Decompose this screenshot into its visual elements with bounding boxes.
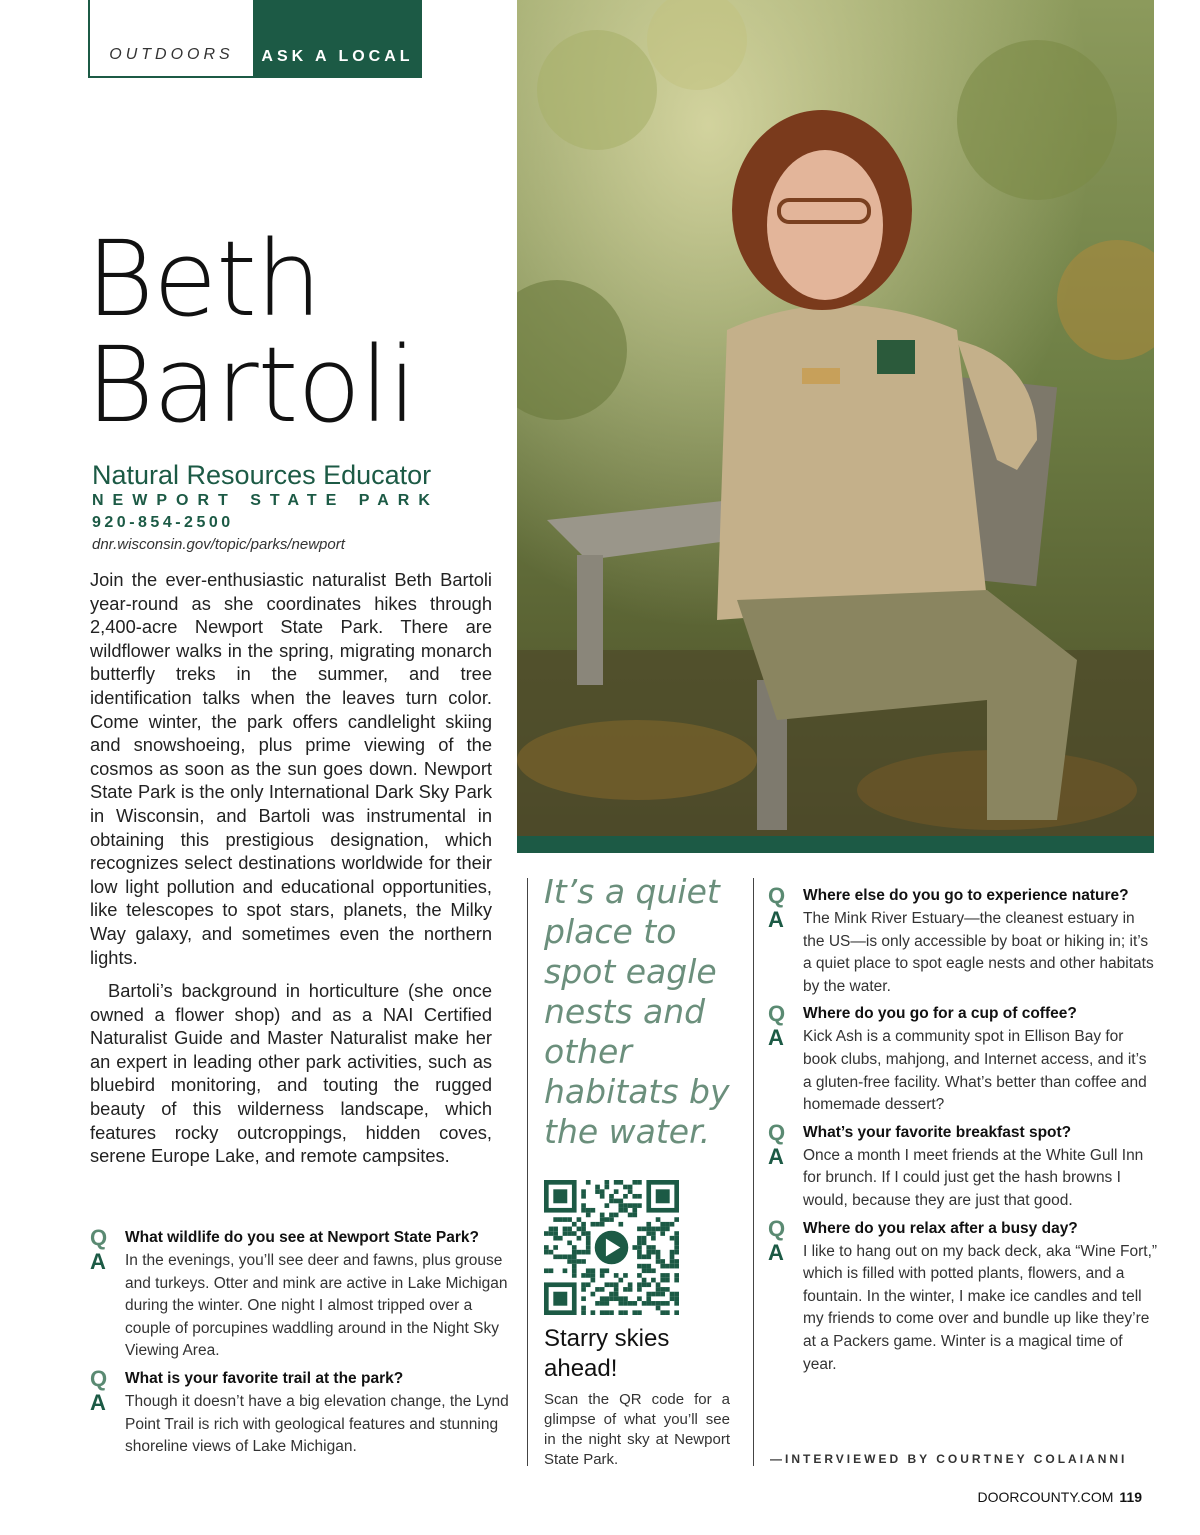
answer: Once a month I meet friends at the White Gull Inn for brunch. If I could just get the hash browns I would, because they are just that good. [803, 1146, 1144, 1209]
question-mark: Q [768, 1215, 786, 1241]
page-number: 119 [1119, 1489, 1142, 1505]
answer-mark: A [90, 1249, 106, 1274]
question-mark: Q [768, 1001, 786, 1027]
question: Where else do you go to experience nature? [803, 887, 1129, 904]
answer: In the evenings, you’ll see deer and fawns, plus grouse and turkeys. Otter and mink are active in Lake Michigan during the winter. One night I almost tripped over a couple of porcupines waddling around in the Night Sky Viewing Area. [125, 1252, 508, 1360]
last-name: Bartoli [86, 324, 416, 446]
qr-code[interactable] [544, 1180, 679, 1315]
question-mark: Q [90, 1225, 108, 1250]
answer-mark: A [768, 1239, 784, 1265]
interview-credit: —INTERVIEWED BY COURTNEY COLAIANNI [770, 1452, 1128, 1466]
photo-accent-bar [517, 836, 1154, 853]
answer-mark: A [768, 1143, 784, 1169]
subsection-label: ASK A LOCAL [253, 0, 422, 78]
section-tabs [88, 0, 422, 78]
answer: Though it doesn’t have a big elevation change, the Lynd Point Trail is rich with geological features and stunning shoreline views of Lake Michigan. [125, 1392, 509, 1456]
qa-left-column [90, 1226, 510, 1463]
column-divider [527, 878, 528, 1466]
qa-item [768, 1121, 1158, 1213]
answer-mark: A [768, 907, 784, 932]
qa-right-column [768, 884, 1158, 1380]
profile-phone: 920-854-2500 [92, 514, 234, 531]
qa-item [90, 1226, 510, 1363]
pull-quote: It’s a quiet place to spot eagle nests and other habitats by the water. [544, 872, 730, 1151]
answer: The Mink River Estuary—the cleanest estuary in the US—is only accessible by boat or hiking in; it’s a quiet place to spot eagle nests and other habitats by the water. [803, 910, 1154, 995]
qr-title: Starry skies ahead! [544, 1325, 670, 1382]
footer-site[interactable]: DOORCOUNTY.COM [977, 1489, 1114, 1505]
question: What wildlife do you see at Newport State Park? [125, 1229, 479, 1246]
profile-role: Natural Resources Educator [92, 460, 432, 490]
intro-paragraph: Bartoli’s background in horticulture (she once owned a flower shop) and as a NAI Certified Naturalist Guide and Master Naturalist make her an expert in leading other park activities, such as bluebird monitoring, and touting the rugged beauty of this wilderness landscape, which features rocky outcroppings, hidden coves, serene Europe Lake, and remote campsites. [90, 980, 492, 1167]
intro-paragraph: Join the ever-enthusiastic naturalist Beth Bartoli year-round as she coordinates hikes through 2,400-acre Newport State Park. There are wildflower walks in the spring, migrating monarch butterfly treks in the summer, and tree identification talks when the leaves turn color. Come winter, the park offers candlelight skiing and snowshoeing, plus prime viewing of the cosmos as soon as the sun goes down. Newport State Park is the only International Dark Sky Park in Wisconsin, and Bartoli was instrumental in obtaining this prestigious designation, which recognizes select destinations worldwide for their low light pollution and educational opportunities, like telescopes to spot stars, planets, the Milky Way galaxy, and sometimes even the northern lights. [90, 569, 492, 968]
portrait-illustration [517, 0, 1154, 836]
question: What is your favorite trail at the park? [125, 1369, 404, 1387]
column-divider [753, 878, 754, 1466]
profile-url: dnr.wisconsin.gov/topic/parks/newport [92, 536, 345, 553]
answer: Kick Ash is a community spot in Ellison Bay for book clubs, mahjong, and Internet access, and it’s a gluten-free facility. What’s better than coffee and homemade dessert? [803, 1028, 1147, 1114]
profile-name [86, 218, 416, 446]
qa-item [768, 884, 1158, 998]
question: Where do you relax after a busy day? [803, 1219, 1078, 1237]
qa-item [768, 1217, 1158, 1377]
qa-item [768, 1002, 1158, 1116]
page-footer [978, 1489, 1142, 1505]
question-mark: Q [768, 1119, 786, 1145]
qa-item [90, 1367, 510, 1459]
intro-body [90, 568, 492, 1168]
answer-mark: A [768, 1025, 784, 1051]
section-label: OUTDOORS [88, 0, 253, 78]
qr-description: Scan the QR code for a glimpse of what you’ll see in the night sky at Newport State Park. [544, 1391, 730, 1468]
first-name: Beth [86, 218, 321, 340]
question-mark: Q [90, 1365, 108, 1391]
answer-mark: A [90, 1389, 106, 1415]
profile-park: NEWPORT STATE PARK [92, 492, 439, 509]
question-mark: Q [768, 883, 786, 908]
question: Where do you go for a cup of coffee? [803, 1005, 1077, 1023]
answer: I like to hang out on my back deck, aka “Wine Fort,” which is filled with potted plants, flowers, and a fountain. In the winter, I make ice candles and tell my friends to come over and bundle up like they’re at a Packers game. Winter is a magical time of year. [803, 1242, 1158, 1373]
question: What’s your favorite breakfast spot? [803, 1123, 1072, 1141]
portrait-photo [517, 0, 1154, 836]
